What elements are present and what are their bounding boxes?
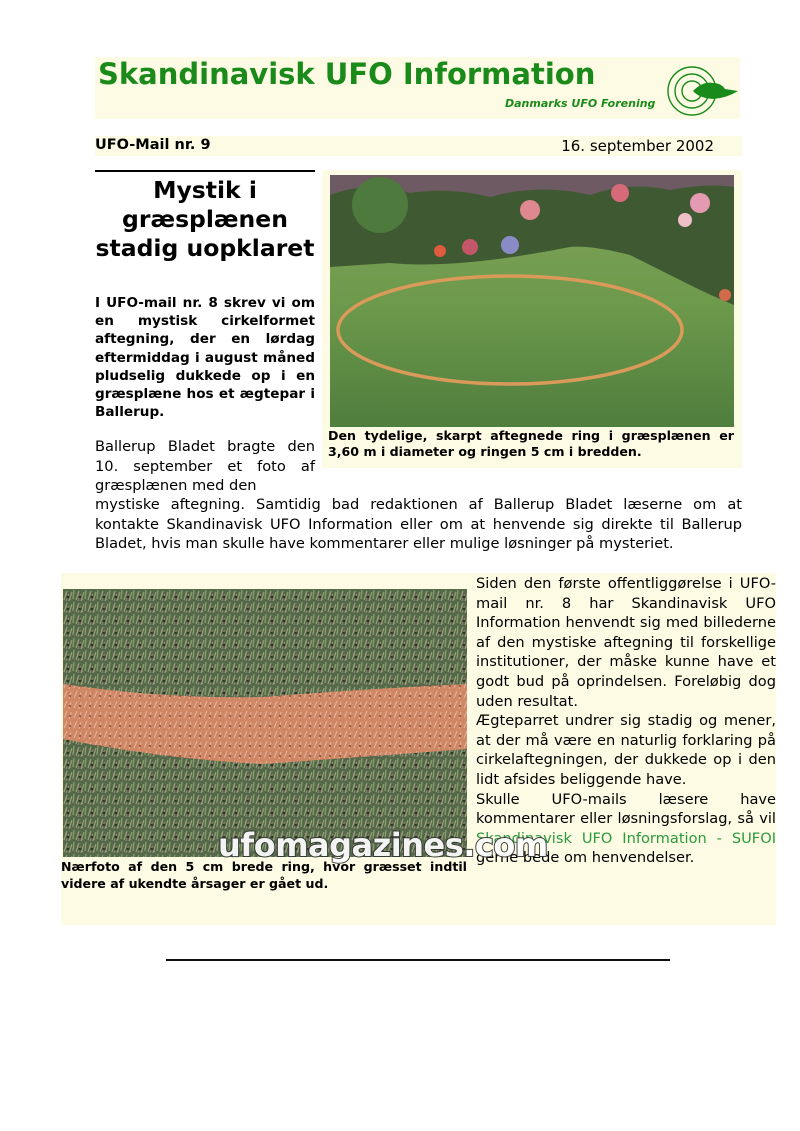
- issue-bar: [95, 136, 742, 156]
- article-body-1a: Ballerup Bladet bragte den 10. september et foto af græsplænen med den: [95, 438, 315, 494]
- lawn-ring-photo: [330, 175, 734, 427]
- closeup-photo-caption: Nærfoto af den 5 cm brede ring, hvor græsset indtil videre af ukendte årsager er gået ud.: [61, 859, 467, 891]
- body2-p3-pre: Skulle UFO-mails læsere have kommentarer eller løsningsforslag, så vil: [476, 790, 776, 828]
- masthead-title: Skandinavisk UFO Information: [98, 57, 596, 91]
- article-headline: Mystik i græsplænen stadig uopklaret: [95, 176, 315, 262]
- lawn-photo-caption: Den tydelige, skarpt aftegnede ring i græsplænen er 3,60 m i diameter og ringen 5 cm i bredden.: [328, 428, 734, 459]
- article-lead: I UFO-mail nr. 8 skrev vi om en mystisk cirkelformet aftegning, der en lørdag eftermiddag i august måned pludselig dukkede op i en græsplæne hos et ægtepar i Ballerup.: [95, 295, 315, 421]
- body2-paragraph-2: Ægteparret undrer sig stadig og mener, at der må være en naturlig forklaring på cirkelaftegningen, der dukkede op i den lidt afsides beliggende have.: [476, 712, 776, 788]
- article-body-2: [476, 574, 776, 868]
- issue-number: UFO-Mail nr. 9: [95, 137, 211, 153]
- article-body-1b: mystiske aftegning. Samtidig bad redaktionen af Ballerup Bladet læserne om at kontakte Skandinavisk UFO Information eller om at henvende sig direkte til Ballerup Bladet, hvis man skulle have kommentarer eller mulige løsninger på mysteriet.: [95, 496, 742, 552]
- masthead-subtitle: Danmarks UFO Forening: [505, 97, 656, 110]
- headline-divider: [95, 170, 315, 172]
- masthead: [95, 57, 740, 119]
- closeup-ring-photo: [63, 589, 467, 857]
- issue-date: 16. september 2002: [561, 137, 714, 155]
- ufo-target-logo-icon: [665, 61, 740, 119]
- sufoi-link[interactable]: Skandinavisk UFO Information - SUFOI: [476, 829, 776, 847]
- lawn-photo-figure: [322, 170, 742, 468]
- footer-divider: [166, 959, 670, 961]
- body2-paragraph-1: Siden den første offentliggørelse i UFO-mail nr. 8 har Skandinavisk UFO Information henvendt sig med billederne af den mystiske aftegning til forskellige institutioner, der måske kunne have et godt bud på oprindelsen. Foreløbig dog uden resultat.: [476, 575, 776, 710]
- body2-p3-post: gerne bede om henvendelser.: [476, 849, 695, 867]
- closeup-section: [61, 573, 776, 925]
- watermark: ufomagazines.com: [218, 826, 548, 864]
